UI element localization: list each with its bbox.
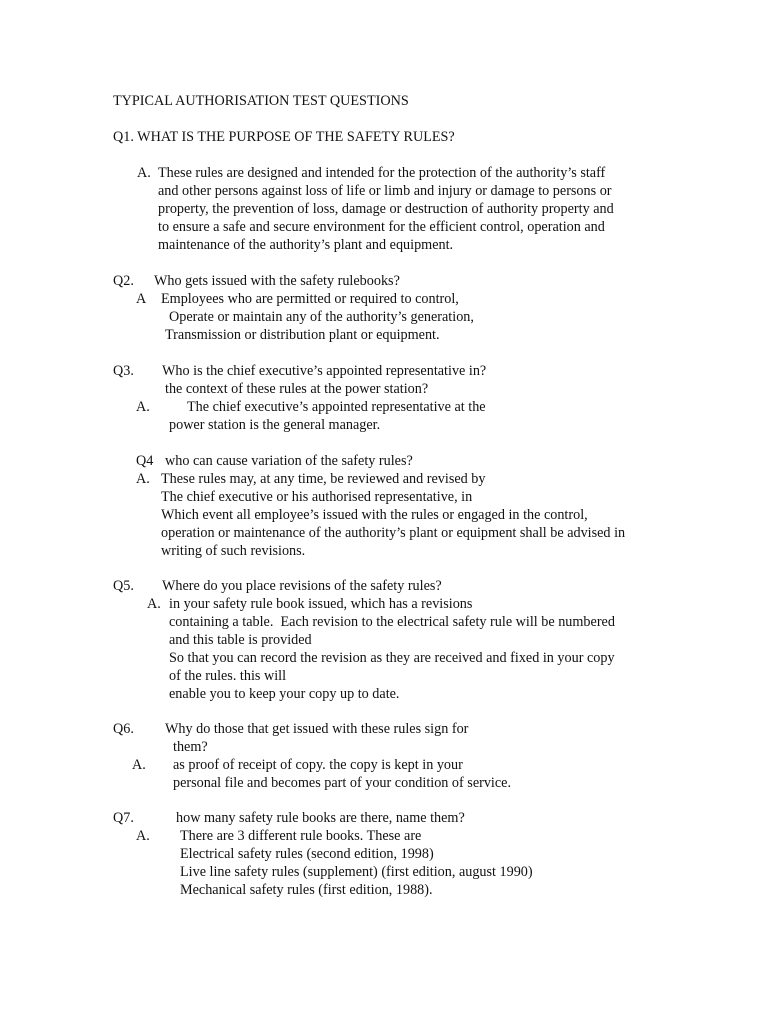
q4-answer-marker: A. [136, 471, 150, 487]
q3-answer-marker: A. [136, 399, 150, 415]
q4-answer-line: operation or maintenance of the authority’s plant or equipment shall be advised in [161, 525, 626, 541]
q4-number: Q4 [136, 453, 154, 469]
q2-number: Q2. [113, 273, 134, 289]
q2-question: Who gets issued with the safety rulebooks? [154, 273, 400, 289]
q5-answer-line: containing a table. Each revision to the electrical safety rule will be numbered [169, 614, 615, 630]
q5-number: Q5. [113, 578, 134, 594]
q4-answer-line: writing of such revisions. [161, 543, 306, 559]
q1-answer-line: to ensure a safe and secure environment for the efficient control, operation and [158, 219, 605, 235]
q2-answer-line: Operate or maintain any of the authority’s generation, [169, 309, 474, 325]
q4-answer-line: Which event all employee’s issued with the rules or engaged in the control, [161, 507, 588, 523]
q6-number: Q6. [113, 721, 134, 737]
q3-question-line: the context of these rules at the power station? [165, 381, 429, 397]
q7-answer-line: Live line safety rules (supplement) (first edition, august 1990) [180, 864, 533, 880]
q5-answer-line: in your safety rule book issued, which has a revisions [169, 596, 473, 612]
q1-answer-marker: A. [137, 165, 151, 181]
q4-answer-line: The chief executive or his authorised representative, in [161, 489, 473, 505]
q2-answer-line: Employees who are permitted or required to control, [161, 291, 459, 307]
q7-question: how many safety rule books are there, name them? [176, 810, 465, 826]
q7-number: Q7. [113, 810, 134, 826]
q1-answer-line: maintenance of the authority’s plant and equipment. [158, 237, 454, 253]
q5-answer-marker: A. [147, 596, 161, 612]
document-title: TYPICAL AUTHORISATION TEST QUESTIONS [113, 93, 409, 109]
q5-answer-line: enable you to keep your copy up to date. [169, 686, 400, 702]
q6-answer-line: personal file and becomes part of your condition of service. [173, 775, 512, 791]
q1-answer-line: property, the prevention of loss, damage or destruction of authority property and [158, 201, 614, 217]
q4-question: who can cause variation of the safety rules? [165, 453, 413, 469]
q1-question: Q1. WHAT IS THE PURPOSE OF THE SAFETY RULES? [113, 129, 455, 145]
q6-question-line: Why do those that get issued with these rules sign for [165, 721, 469, 737]
q1-answer-line: and other persons against loss of life or limb and injury or damage to persons or [158, 183, 612, 199]
q7-answer-line: There are 3 different rule books. These are [180, 828, 422, 844]
q1-answer-line: These rules are designed and intended for the protection of the authority’s staff [158, 165, 606, 181]
q5-answer-line: So that you can record the revision as they are received and fixed in your copy [169, 650, 615, 666]
q7-answer-line: Mechanical safety rules (first edition, 1988). [180, 882, 433, 898]
q3-answer-line: power station is the general manager. [169, 417, 381, 433]
q5-answer-line: of the rules. this will [169, 668, 287, 684]
q7-answer-line: Electrical safety rules (second edition, 1998) [180, 846, 434, 862]
q6-question-line: them? [173, 739, 208, 755]
q7-answer-marker: A. [136, 828, 150, 844]
q6-answer-line: as proof of receipt of copy. the copy is kept in your [173, 757, 463, 773]
q2-answer-marker: A [136, 291, 147, 307]
q6-answer-marker: A. [132, 757, 146, 773]
q3-answer-line: The chief executive’s appointed representative at the [187, 399, 486, 415]
q3-number: Q3. [113, 363, 134, 379]
q2-answer-line: Transmission or distribution plant or equipment. [165, 327, 440, 343]
q3-question-line: Who is the chief executive’s appointed representative in? [162, 363, 487, 379]
q5-answer-line: and this table is provided [169, 632, 312, 648]
q4-answer-line: These rules may, at any time, be reviewed and revised by [161, 471, 486, 487]
q5-question: Where do you place revisions of the safety rules? [162, 578, 442, 594]
